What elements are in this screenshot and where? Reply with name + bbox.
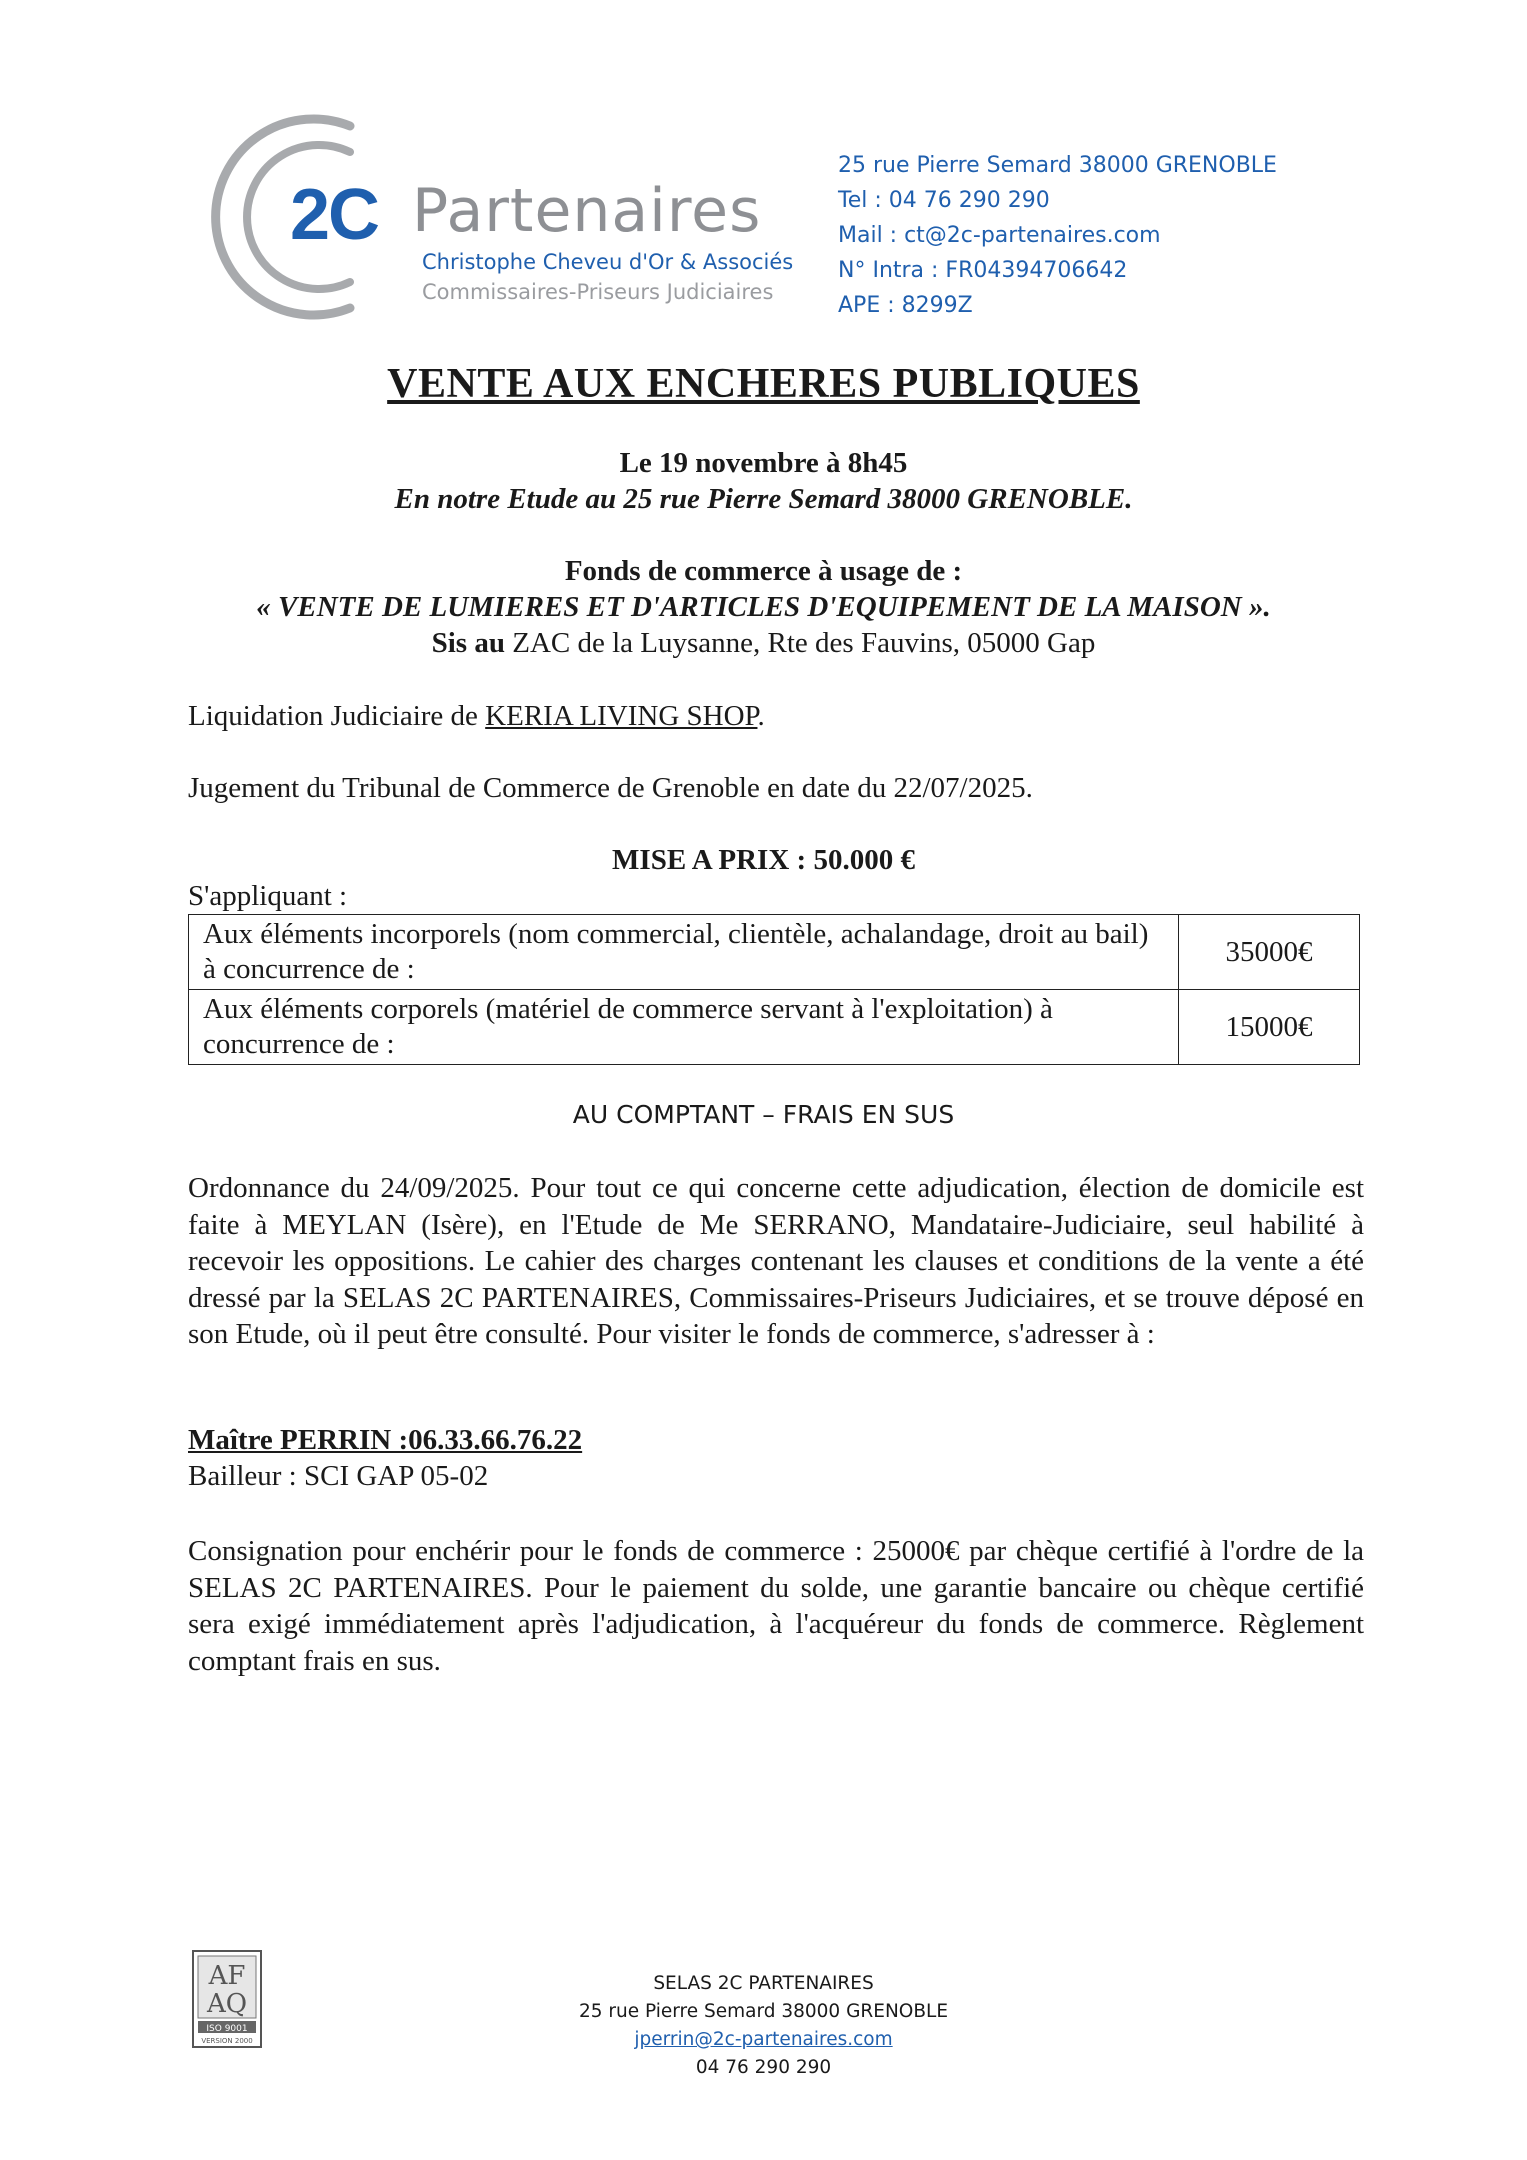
logo-subtitle-profession: Commissaires-Priseurs Judiciaires [422, 280, 774, 304]
afaq-top: AF [208, 1961, 246, 1991]
sale-place: En notre Etude au 25 rue Pierre Semard 38000 GRENOBLE. [394, 483, 1133, 515]
bailleur-line: Bailleur : SCI GAP 05-02 [188, 1460, 489, 1492]
footer-company: SELAS 2C PARTENAIRES [653, 1973, 874, 1994]
table-row [189, 915, 1360, 990]
liquidation-company: KERIA LIVING SHOP [485, 700, 758, 732]
sale-date: Le 19 novembre à 8h45 [619, 447, 908, 479]
header-contact-block [838, 148, 1277, 323]
fonds-heading: Fonds de commerce à usage de : [564, 555, 963, 587]
footer-phone: 04 76 290 290 [695, 2057, 832, 2078]
footer-email-link[interactable]: jperrin@2c-partenaires.com [634, 2029, 893, 2050]
page-footer [0, 1970, 1527, 2082]
document-title: VENTE AUX ENCHERES PUBLIQUES [387, 361, 1140, 407]
sis-address: ZAC de la Luysanne, Rte des Fauvins, 05000 Gap [504, 627, 1096, 659]
contact-mail: Mail : ct@2c-partenaires.com [838, 223, 1161, 248]
liquidation-suffix: . [757, 700, 765, 732]
afaq-version: VERSION 2000 [201, 2037, 253, 2045]
payment-terms: AU COMPTANT – FRAIS EN SUS [572, 1100, 955, 1129]
company-logo [200, 112, 820, 322]
fonds-usage: « VENTE DE LUMIERES ET D'ARTICLES D'EQUIPEMENT DE LA MAISON ». [256, 591, 1271, 623]
logo-wordmark: Partenaires [412, 176, 762, 246]
sappliquant-label: S'appliquant : [188, 880, 348, 912]
liquidation-prefix: Liquidation Judiciaire de [188, 700, 486, 732]
logo-mark: 2C [290, 175, 379, 255]
afaq-iso: ISO 9001 [206, 2024, 248, 2034]
table-row [189, 990, 1360, 1065]
contact-address: 25 rue Pierre Semard 38000 GRENOBLE [838, 153, 1277, 178]
price-breakdown-table [188, 914, 1360, 1065]
mise-a-prix: MISE A PRIX : 50.000 € [612, 844, 915, 876]
footer-address: 25 rue Pierre Semard 38000 GRENOBLE [578, 2001, 949, 2022]
price-row-amount: 35000€ [1179, 915, 1360, 990]
jugement-line: Jugement du Tribunal de Commerce de Grenoble en date du 22/07/2025. [188, 772, 1033, 804]
contact-tel: Tel : 04 76 290 290 [838, 188, 1050, 213]
consignation-paragraph: Consignation pour enchérir pour le fonds de commerce : 25000€ par chèque certifié à l'ordre de la SELAS 2C PARTENAIRES. Pour le paiement du solde, une garantie bancaire ou chèque certifié sera exigé immédiatement après l'adjudication, à l'acquéreur du fonds de commerce. Règlement comptant frais en sus. [188, 1535, 1364, 1677]
logo-subtitle-partners: Christophe Cheveu d'Or & Associés [422, 250, 794, 274]
price-row-label: Aux éléments corporels (matériel de commerce servant à l'exploitation) à concurrence de : [189, 990, 1179, 1065]
contact-ape: APE : 8299Z [838, 293, 973, 318]
price-row-amount: 15000€ [1179, 990, 1360, 1065]
sis-label: Sis au [431, 627, 505, 659]
ordonnance-paragraph: Ordonnance du 24/09/2025. Pour tout ce qui concerne cette adjudication, élection de domicile est faite à MEYLAN (Isère), en l'Etude de Me SERRANO, Mandataire-Judiciaire, seul habilité à recevoir les oppositions. Le cahier des charges contenant les clauses et conditions de la vente a été dressé par la SELAS 2C PARTENAIRES, Commissaires-Priseurs Judiciaires, et se trouve déposé en son Etude, où il peut être consulté. Pour visiter le fonds de commerce, s'adresser à : [188, 1172, 1364, 1350]
liquidation-line [188, 700, 765, 733]
afaq-bottom: AQ [206, 1989, 248, 2019]
contact-intra: N° Intra : FR04394706642 [838, 258, 1128, 283]
contact-person: Maître PERRIN :06.33.66.76.22 [188, 1424, 583, 1456]
price-row-label: Aux éléments incorporels (nom commercial, clientèle, achalandage, droit au bail) à concurrence de : [189, 915, 1179, 990]
fonds-location [0, 627, 1527, 660]
